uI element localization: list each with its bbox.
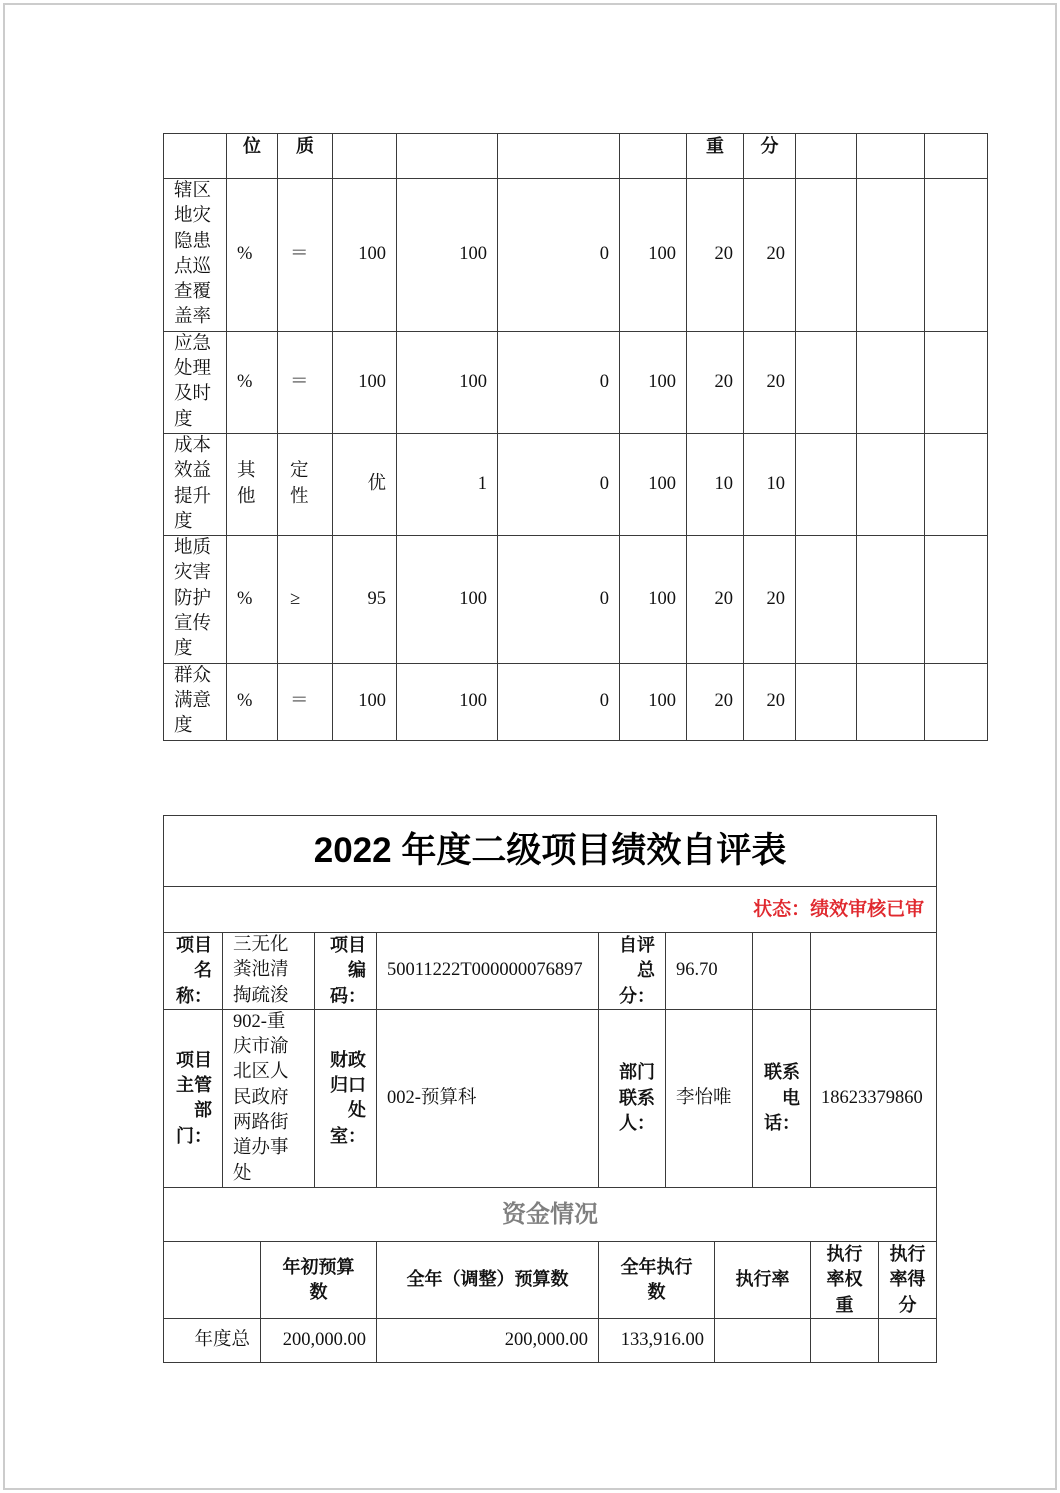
indicator-value: 0 <box>498 536 620 663</box>
header-cell-score: 分 <box>744 134 796 179</box>
empty-cell <box>925 331 988 433</box>
indicator-nature: ≥ <box>278 536 333 663</box>
indicator-value: 100 <box>333 663 397 740</box>
indicator-header-row <box>164 134 988 179</box>
header-cell <box>925 134 988 179</box>
indicator-row <box>164 433 988 535</box>
self-score-value: 96.70 <box>666 933 753 1010</box>
header-cell-unit: 位 <box>227 134 278 179</box>
finance-office-label: 财政归口处室： <box>315 1009 377 1187</box>
empty-cell <box>796 331 857 433</box>
phone-label: 联系电话： <box>753 1009 811 1187</box>
indicator-value: 100 <box>333 331 397 433</box>
indicator-name: 成本效益提升度 <box>164 433 227 535</box>
indicator-value: 100 <box>620 536 687 663</box>
indicator-unit: % <box>227 663 278 740</box>
indicator-table <box>163 133 988 741</box>
indicator-value: 0 <box>498 663 620 740</box>
empty-cell <box>857 179 925 332</box>
header-cell <box>796 134 857 179</box>
indicator-value: 100 <box>620 663 687 740</box>
indicator-value: 0 <box>498 433 620 535</box>
project-name-label: 项目名称： <box>164 933 223 1010</box>
indicator-score: 20 <box>744 331 796 433</box>
indicator-row <box>164 536 988 663</box>
indicator-nature: ＝ <box>278 663 333 740</box>
contact-value: 李怡唯 <box>666 1009 753 1187</box>
empty-cell <box>796 433 857 535</box>
indicator-row <box>164 663 988 740</box>
indicator-value: 100 <box>397 663 498 740</box>
indicator-value: 100 <box>397 179 498 332</box>
indicator-value: 100 <box>397 536 498 663</box>
project-code-value: 50011222T000000076897 <box>377 933 599 1010</box>
header-cell <box>164 134 227 179</box>
empty-cell <box>753 933 811 1010</box>
funds-header-initial-budget: 年初预算数 <box>261 1241 377 1318</box>
indicator-value: 优 <box>333 433 397 535</box>
indicator-score: 20 <box>744 536 796 663</box>
indicator-value: 100 <box>333 179 397 332</box>
indicator-score: 20 <box>744 663 796 740</box>
funds-header-rate-score: 执行率得分 <box>879 1241 937 1318</box>
empty-cell <box>857 663 925 740</box>
header-cell <box>620 134 687 179</box>
indicator-value: 100 <box>397 331 498 433</box>
indicator-row <box>164 331 988 433</box>
header-cell-weight: 重 <box>687 134 744 179</box>
empty-cell <box>796 536 857 663</box>
funds-header-executed: 全年执行数 <box>599 1241 715 1318</box>
header-cell <box>857 134 925 179</box>
contact-label: 部门联系人： <box>599 1009 666 1187</box>
indicator-weight: 20 <box>687 331 744 433</box>
empty-cell <box>811 933 937 1010</box>
self-evaluation-form <box>163 815 937 1363</box>
funds-initial-budget: 200,000.00 <box>261 1318 377 1362</box>
self-score-label: 自评总分： <box>599 933 666 1010</box>
status-text: 状态：绩效审核已审 <box>164 887 937 933</box>
indicator-unit: % <box>227 536 278 663</box>
department-value: 902-重庆市渝北区人民政府两路街道办事处 <box>223 1009 315 1187</box>
empty-cell <box>715 1318 811 1362</box>
funds-header-rate-weight: 执行率权重 <box>811 1241 879 1318</box>
form-title: 2022 年度二级项目绩效自评表 <box>164 816 937 887</box>
empty-cell <box>796 663 857 740</box>
funds-adjusted-budget: 200,000.00 <box>377 1318 599 1362</box>
empty-cell <box>811 1318 879 1362</box>
form-title-row <box>164 816 937 887</box>
phone-value: 18623379860 <box>811 1009 937 1187</box>
empty-cell <box>925 433 988 535</box>
funds-section-title: 资金情况 <box>164 1187 937 1241</box>
indicator-weight: 10 <box>687 433 744 535</box>
funds-header-execution-rate: 执行率 <box>715 1241 811 1318</box>
empty-cell <box>857 331 925 433</box>
finance-office-value: 002-预算科 <box>377 1009 599 1187</box>
indicator-name: 辖区地灾隐患点巡查覆盖率 <box>164 179 227 332</box>
indicator-unit: 其他 <box>227 433 278 535</box>
indicator-unit: % <box>227 331 278 433</box>
empty-cell <box>857 536 925 663</box>
indicator-value: 100 <box>620 179 687 332</box>
funds-row <box>164 1318 937 1362</box>
empty-cell <box>925 179 988 332</box>
indicator-weight: 20 <box>687 663 744 740</box>
header-cell <box>397 134 498 179</box>
indicator-value: 1 <box>397 433 498 535</box>
empty-cell <box>164 1241 261 1318</box>
indicator-score: 20 <box>744 179 796 332</box>
header-cell <box>333 134 397 179</box>
department-info-row <box>164 1009 937 1187</box>
indicator-unit: % <box>227 179 278 332</box>
form-status-row <box>164 887 937 933</box>
indicator-nature: ＝ <box>278 179 333 332</box>
project-info-row <box>164 933 937 1010</box>
indicator-name: 地质灾害防护宣传度 <box>164 536 227 663</box>
indicator-value: 95 <box>333 536 397 663</box>
indicator-score: 10 <box>744 433 796 535</box>
indicator-value: 0 <box>498 179 620 332</box>
indicator-value: 100 <box>620 433 687 535</box>
funds-executed: 133,916.00 <box>599 1318 715 1362</box>
project-code-label: 项目编码： <box>315 933 377 1010</box>
indicator-nature: ＝ <box>278 331 333 433</box>
empty-cell <box>879 1318 937 1362</box>
indicator-row <box>164 179 988 332</box>
funds-header-row <box>164 1241 937 1318</box>
funds-row-label: 年度总 <box>164 1318 261 1362</box>
indicator-name: 群众满意度 <box>164 663 227 740</box>
indicator-nature: 定性 <box>278 433 333 535</box>
indicator-weight: 20 <box>687 179 744 332</box>
indicator-name: 应急处理及时度 <box>164 331 227 433</box>
empty-cell <box>925 663 988 740</box>
funds-section-row <box>164 1187 937 1241</box>
header-cell-nature: 质 <box>278 134 333 179</box>
indicator-value: 100 <box>620 331 687 433</box>
empty-cell <box>796 179 857 332</box>
indicator-weight: 20 <box>687 536 744 663</box>
funds-header-adjusted-budget: 全年（调整）预算数 <box>377 1241 599 1318</box>
department-label: 项目主管部门： <box>164 1009 223 1187</box>
empty-cell <box>925 536 988 663</box>
empty-cell <box>857 433 925 535</box>
header-cell <box>498 134 620 179</box>
project-name-value: 三无化粪池清掏疏浚 <box>223 933 315 1010</box>
indicator-value: 0 <box>498 331 620 433</box>
